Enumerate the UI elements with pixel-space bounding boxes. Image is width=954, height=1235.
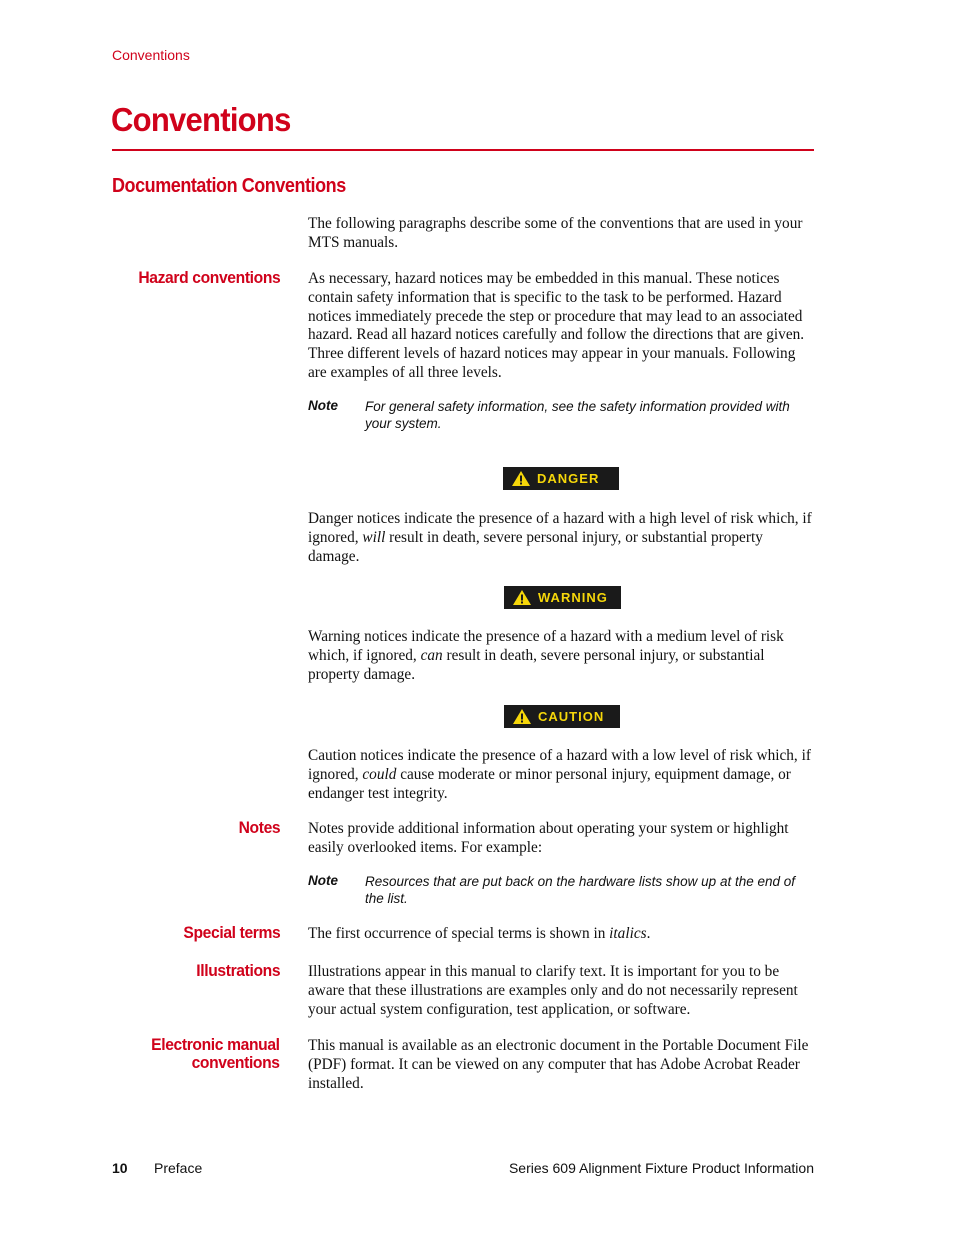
note-label: Note xyxy=(308,398,338,413)
section-heading: Documentation Conventions xyxy=(112,175,346,197)
danger-label-text: DANGER xyxy=(537,471,600,486)
note-label: Note xyxy=(308,873,338,888)
title-rule xyxy=(112,149,814,151)
note-text: Resources that are put back on the hardware lists show up at the end of the list. xyxy=(365,874,796,906)
special-terms-heading: Special terms xyxy=(183,923,280,942)
caution-label xyxy=(504,705,620,728)
danger-paragraph: Danger notices indicate the presence of a hazard with a high level of risk which, if ignored, will result in death, severe personal injury, or substantial property damage. xyxy=(308,510,812,565)
running-head: Conventions xyxy=(112,47,190,63)
notes-paragraph: Notes provide additional information about operating your system or highlight easily overlooked items. For example: xyxy=(308,820,789,856)
page-number: 10 xyxy=(112,1160,128,1176)
intro-paragraph: The following paragraphs describe some of the conventions that are used in your MTS manuals. xyxy=(308,215,803,251)
footer-document-title: Series 609 Alignment Fixture Product Information xyxy=(508,1160,814,1176)
warning-triangle-icon xyxy=(511,470,531,487)
warning-triangle-icon xyxy=(512,589,532,606)
note-text: For general safety information, see the safety information provided with your system. xyxy=(365,399,790,431)
special-terms-paragraph: The first occurrence of special terms is shown in italics. xyxy=(308,925,651,942)
electronic-manual-heading: Electronic manual conventions xyxy=(151,1035,280,1072)
electronic-paragraph: This manual is available as an electronic document in the Portable Document File (PDF) format. It can be viewed on any computer that has Adobe Acrobat Reader installed. xyxy=(308,1037,809,1092)
warning-label-text: WARNING xyxy=(538,590,608,605)
warning-paragraph: Warning notices indicate the presence of a hazard with a medium level of risk which, if ignored, can result in death, severe personal injury, or substantial property damage. xyxy=(308,628,784,683)
warning-triangle-icon xyxy=(512,708,532,725)
hazard-conventions-heading: Hazard conventions xyxy=(138,268,280,287)
danger-label xyxy=(503,467,619,490)
footer-section: Preface xyxy=(154,1160,203,1176)
warning-label xyxy=(504,586,621,609)
illustrations-heading: Illustrations xyxy=(196,961,280,980)
hazard-paragraph: As necessary, hazard notices may be embedded in this manual. These notices contain safety information that is specific to the task to be performed. Hazard notices immediately precede the step or procedure that may lead to an associated hazard. Read all hazard notices carefully and follow the directions that are given. Three different levels of hazard notices may appear in your manuals. Following are examples of all three levels. xyxy=(308,270,805,381)
page-title: Conventions xyxy=(111,101,291,138)
illustrations-paragraph: Illustrations appear in this manual to clarify text. It is important for you to be aware that these illustrations are examples only and do not necessarily represent your actual system configuration, test application, or software. xyxy=(308,963,798,1018)
notes-heading: Notes xyxy=(238,818,280,837)
caution-paragraph: Caution notices indicate the presence of a hazard with a low level of risk which, if ignored, could cause moderate or minor personal injury, equipment damage, or endanger test integrity. xyxy=(308,747,811,802)
caution-label-text: CAUTION xyxy=(538,709,605,724)
